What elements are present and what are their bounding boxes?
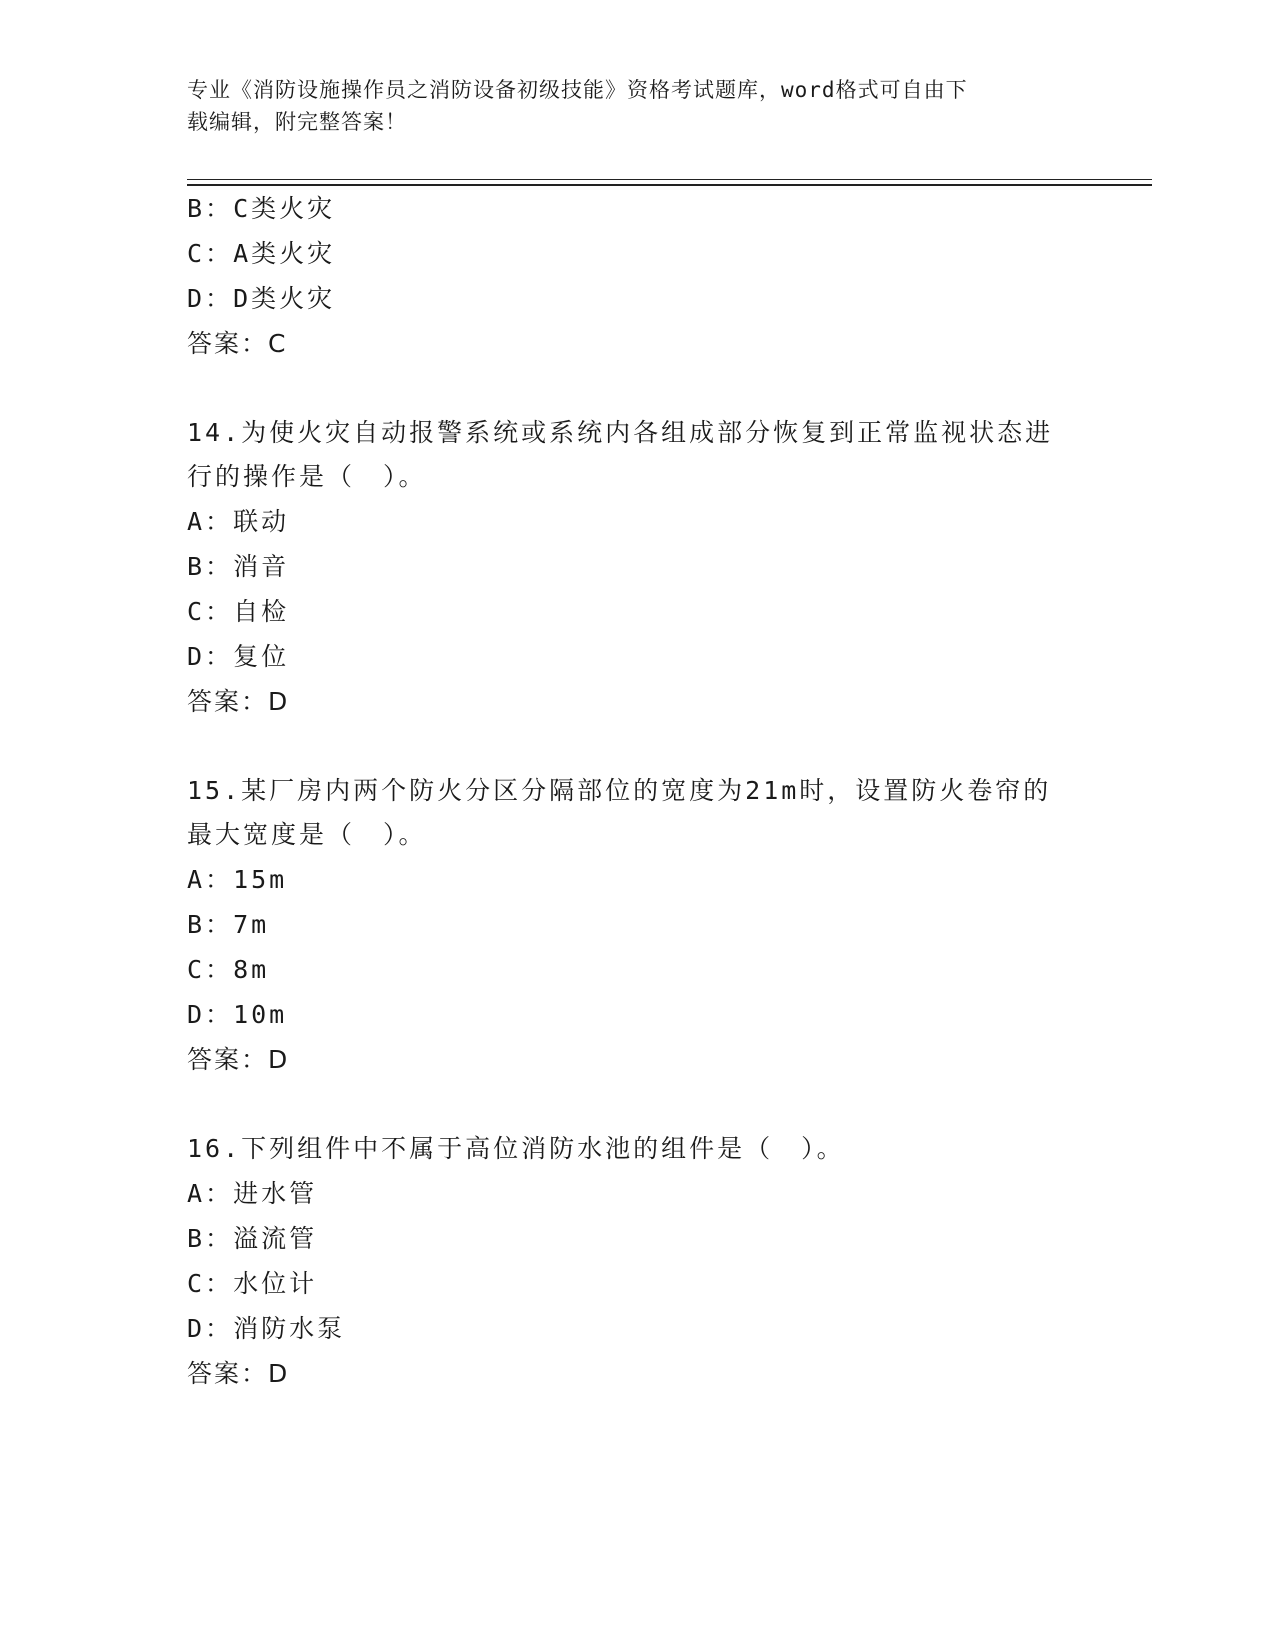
question-14-option-a <box>187 505 289 539</box>
prev-answer: 答案：C <box>187 329 288 358</box>
option-letter: D： <box>187 1000 234 1029</box>
header-line-2: 载编辑，附完整答案！ <box>187 110 407 134</box>
option-text: 自检 <box>233 597 290 626</box>
question-14-answer: 答案：D <box>187 687 290 716</box>
option-letter: B： <box>187 194 234 223</box>
prev-option-c <box>187 237 335 271</box>
header-divider-thin <box>187 179 1152 180</box>
option-text: A类火灾 <box>233 239 336 268</box>
option-letter: B： <box>187 552 234 581</box>
option-text: 进水管 <box>233 1179 318 1208</box>
question-14-stem-line-1: 14.为使火灾自动报警系统或系统内各组成部分恢复到正常监视状态进 <box>187 418 1054 447</box>
question-14-option-c <box>187 595 289 629</box>
prev-option-b <box>187 192 335 226</box>
option-text: D类火灾 <box>233 284 336 313</box>
question-15-option-c <box>187 953 269 987</box>
option-letter: C： <box>187 239 234 268</box>
question-16-stem-line-1: 16.下列组件中不属于高位消防水池的组件是（ ）。 <box>187 1134 845 1163</box>
question-14-option-d <box>187 640 289 674</box>
option-letter: A： <box>187 865 234 894</box>
question-15-stem-line-1: 15.某厂房内两个防火分区分隔部位的宽度为21m时，设置防火卷帘的 <box>187 776 1052 805</box>
question-15-stem-line-2: 最大宽度是（ ）。 <box>187 820 427 849</box>
option-letter: B： <box>187 1224 234 1253</box>
header-divider-thick <box>187 184 1152 186</box>
question-15-option-b <box>187 908 269 942</box>
question-16-option-d <box>187 1312 345 1346</box>
option-text: 水位计 <box>233 1269 318 1298</box>
option-letter: A： <box>187 507 234 536</box>
option-letter: B： <box>187 910 234 939</box>
question-14-option-b <box>187 550 289 584</box>
option-text: 溢流管 <box>233 1224 318 1253</box>
question-16-answer: 答案：D <box>187 1359 290 1388</box>
option-letter: A： <box>187 1179 234 1208</box>
document-header <box>187 74 1067 138</box>
question-15-answer: 答案：D <box>187 1045 290 1074</box>
option-letter: C： <box>187 1269 234 1298</box>
option-text: 消防水泵 <box>233 1314 346 1343</box>
option-text: 15m <box>233 865 288 894</box>
option-letter: D： <box>187 1314 234 1343</box>
prev-option-d <box>187 282 335 316</box>
option-letter: C： <box>187 955 234 984</box>
option-letter: C： <box>187 597 234 626</box>
question-14-stem-line-2: 行的操作是（ ）。 <box>187 462 427 491</box>
option-text: 8m <box>233 955 270 984</box>
question-16-option-c <box>187 1267 317 1301</box>
option-text: 7m <box>233 910 270 939</box>
question-15-option-a <box>187 863 287 897</box>
header-line-1: 专业《消防设施操作员之消防设备初级技能》资格考试题库，word格式可自由下 <box>187 78 968 102</box>
option-text: 消音 <box>233 552 290 581</box>
question-16-option-a <box>187 1177 317 1211</box>
option-text: 10m <box>233 1000 288 1029</box>
question-15-option-d <box>187 998 287 1032</box>
option-text: C类火灾 <box>233 194 336 223</box>
question-16-option-b <box>187 1222 317 1256</box>
option-text: 复位 <box>233 642 290 671</box>
option-letter: D： <box>187 642 234 671</box>
option-letter: D： <box>187 284 234 313</box>
option-text: 联动 <box>233 507 290 536</box>
